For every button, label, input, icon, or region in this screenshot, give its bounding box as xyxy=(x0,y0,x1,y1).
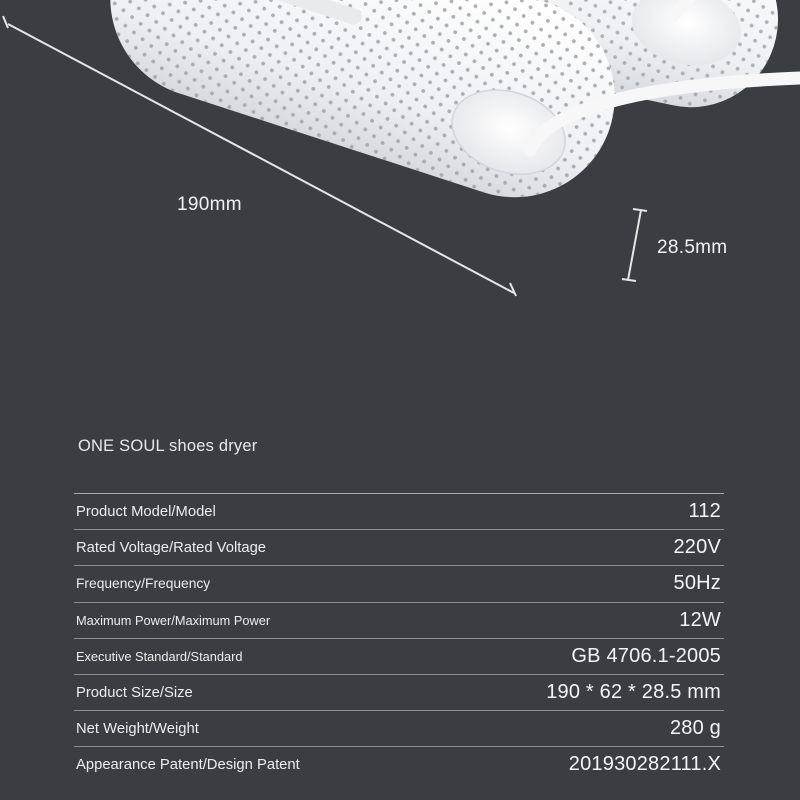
spec-row-weight xyxy=(74,710,724,746)
spec-value: 12W xyxy=(679,608,721,631)
spec-row-patent xyxy=(74,746,724,782)
spec-value: 50Hz xyxy=(673,572,721,595)
spec-label: Executive Standard/Standard xyxy=(76,648,243,664)
height-dimension-label: 28.5mm xyxy=(657,237,728,258)
spec-label: Maximum Power/Maximum Power xyxy=(76,612,271,628)
spec-value: 280 g xyxy=(669,717,721,740)
spec-row-voltage xyxy=(74,529,724,565)
spec-label: Product Model/Model xyxy=(76,503,216,520)
spec-row-power xyxy=(74,602,724,638)
spec-table xyxy=(74,493,724,783)
spec-row-standard xyxy=(74,638,724,674)
spec-label: Appearance Patent/Design Patent xyxy=(76,756,300,773)
length-dimension-label: 190mm xyxy=(177,194,242,215)
spec-value: 220V xyxy=(673,536,721,559)
spec-label: Frequency/Frequency xyxy=(76,576,211,592)
spec-label: Product Size/Size xyxy=(76,684,193,701)
spec-value: 201930282111.X xyxy=(568,753,721,776)
spec-value: 112 xyxy=(688,500,721,523)
spec-value: 190 * 62 * 28.5 mm xyxy=(546,681,721,704)
product-illustration xyxy=(0,0,800,380)
dryer-unit-front xyxy=(84,0,640,223)
spec-value: GB 4706.1-2005 xyxy=(571,644,721,667)
spec-label: Net Weight/Weight xyxy=(76,720,199,737)
spec-row-frequency xyxy=(74,565,724,601)
spec-label: Rated Voltage/Rated Voltage xyxy=(76,539,267,556)
height-dimension-line xyxy=(628,210,641,280)
spec-row-model xyxy=(74,493,724,529)
spec-row-size xyxy=(74,674,724,710)
product-name: ONE SOUL shoes dryer xyxy=(78,437,258,455)
